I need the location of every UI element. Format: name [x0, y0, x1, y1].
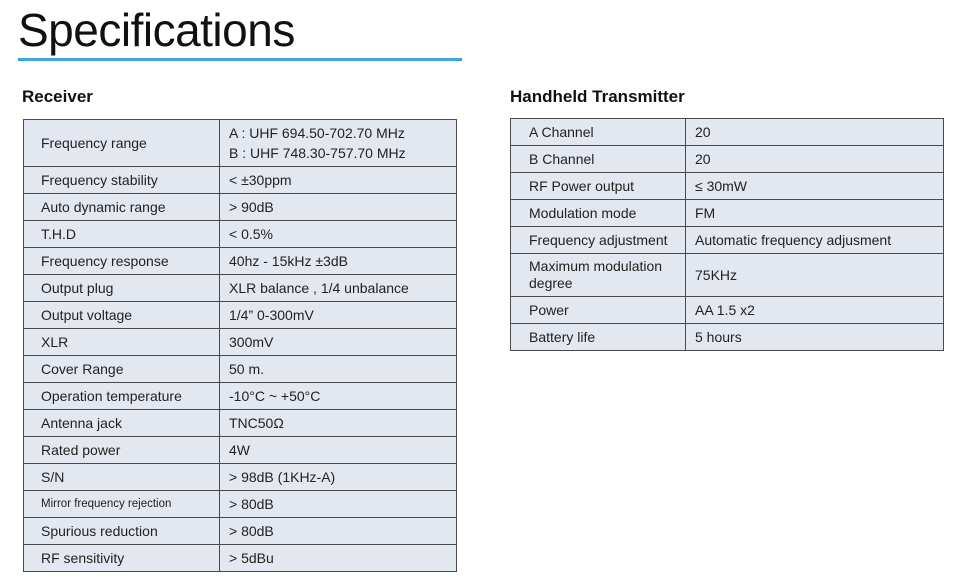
spec-label: Antenna jack	[24, 410, 220, 437]
spec-value: < ±30ppm	[220, 167, 457, 194]
spec-value: FM	[686, 200, 944, 227]
receiver-section-title: Receiver	[22, 87, 93, 106]
spec-label: B Channel	[511, 146, 686, 173]
spec-label: Frequency response	[24, 248, 220, 275]
table-row	[24, 518, 457, 545]
table-row	[24, 545, 457, 572]
spec-label: XLR	[24, 329, 220, 356]
spec-value: 50 m.	[220, 356, 457, 383]
spec-value: 4W	[220, 437, 457, 464]
spec-label: A Channel	[511, 119, 686, 146]
table-row	[511, 297, 944, 324]
spec-value: ≤ 30mW	[686, 173, 944, 200]
spec-label: Frequency stability	[24, 167, 220, 194]
spec-label: Power	[511, 297, 686, 324]
spec-label: Rated power	[24, 437, 220, 464]
table-row	[24, 194, 457, 221]
spec-label: Cover Range	[24, 356, 220, 383]
spec-value: AA 1.5 x2	[686, 297, 944, 324]
spec-label: Mirror frequency rejection	[24, 491, 220, 518]
spec-value: < 0.5%	[220, 221, 457, 248]
spec-label: Frequency adjustment	[511, 227, 686, 254]
table-row	[511, 324, 944, 351]
spec-value: 1/4” 0-300mV	[220, 302, 457, 329]
table-row	[24, 383, 457, 410]
table-row	[24, 410, 457, 437]
table-row	[511, 173, 944, 200]
spec-value: > 80dB	[220, 518, 457, 545]
receiver-spec-table	[23, 119, 457, 572]
spec-value: > 90dB	[220, 194, 457, 221]
spec-label: Spurious reduction	[24, 518, 220, 545]
title-underline	[18, 58, 462, 61]
table-row	[24, 248, 457, 275]
spec-label: T.H.D	[24, 221, 220, 248]
table-row	[24, 275, 457, 302]
spec-value: TNC50Ω	[220, 410, 457, 437]
table-row	[511, 227, 944, 254]
spec-label: RF sensitivity	[24, 545, 220, 572]
table-row	[24, 302, 457, 329]
spec-value	[220, 120, 457, 167]
spec-value: 20	[686, 119, 944, 146]
spec-value: 5 hours	[686, 324, 944, 351]
spec-value: > 5dBu	[220, 545, 457, 572]
spec-label: Modulation mode	[511, 200, 686, 227]
spec-value: 75KHz	[686, 254, 944, 297]
table-row	[511, 254, 944, 297]
spec-value: > 98dB (1KHz-A)	[220, 464, 457, 491]
spec-value: -10°C ~ +50°C	[220, 383, 457, 410]
spec-value: > 80dB	[220, 491, 457, 518]
spec-label: Maximum modulation degree	[511, 254, 686, 297]
spec-value: 40hz - 15kHz ±3dB	[220, 248, 457, 275]
table-row	[24, 167, 457, 194]
spec-value-line: B : UHF 748.30-757.70 MHz	[229, 145, 406, 161]
transmitter-spec-table	[510, 118, 944, 351]
spec-value-line: A : UHF 694.50-702.70 MHz	[229, 125, 405, 141]
table-row	[24, 221, 457, 248]
table-row	[511, 200, 944, 227]
table-row	[511, 119, 944, 146]
spec-label: Battery life	[511, 324, 686, 351]
spec-label: Auto dynamic range	[24, 194, 220, 221]
table-row	[24, 437, 457, 464]
page-title: Specifications	[18, 4, 295, 56]
spec-value: 20	[686, 146, 944, 173]
table-row	[511, 146, 944, 173]
table-row	[24, 464, 457, 491]
spec-label: Operation temperature	[24, 383, 220, 410]
table-row	[24, 120, 457, 167]
spec-value: 300mV	[220, 329, 457, 356]
table-row	[24, 491, 457, 518]
table-row	[24, 356, 457, 383]
transmitter-section-title: Handheld Transmitter	[510, 87, 685, 106]
spec-value: XLR balance , 1/4 unbalance	[220, 275, 457, 302]
spec-label: S/N	[24, 464, 220, 491]
spec-label: Output voltage	[24, 302, 220, 329]
spec-label: RF Power output	[511, 173, 686, 200]
table-row	[24, 329, 457, 356]
spec-label: Output plug	[24, 275, 220, 302]
spec-label: Frequency range	[24, 120, 220, 167]
spec-value: Automatic frequency adjusment	[686, 227, 944, 254]
